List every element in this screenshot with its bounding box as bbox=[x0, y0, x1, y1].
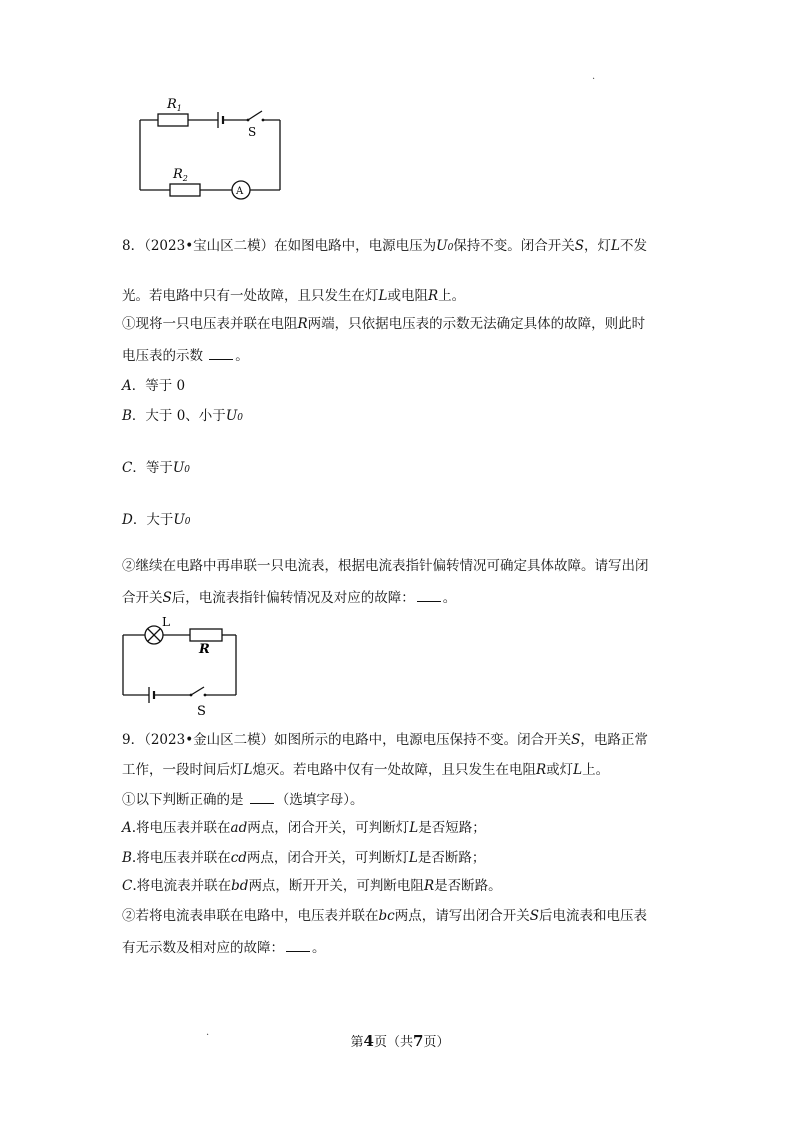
speck-mark: · bbox=[592, 74, 596, 85]
answer-blank[interactable] bbox=[417, 588, 441, 602]
speck-mark: · bbox=[206, 1030, 210, 1041]
answer-blank[interactable] bbox=[209, 346, 233, 360]
q8-part2-line1: ②继续在电路中再串联一只电流表，根据电流表指针偏转情况可确定具体故障。请写出闭 bbox=[122, 558, 649, 574]
q8-option-d: D．大于U0 bbox=[122, 512, 191, 528]
q9-part2-line2: 有无示数及相对应的故障： 。 bbox=[122, 940, 326, 956]
lamp-label-l: L bbox=[162, 615, 170, 629]
switch-label-s: S bbox=[197, 704, 206, 719]
q9-part1: ①以下判断正确的是 （选填字母）。 bbox=[122, 792, 364, 808]
q9-stem-line1: 9．（2023•金山区二模）如图所示的电路中，电源电压保持不变。闭合开关S，电路正常 bbox=[122, 732, 648, 748]
circuit-diagram-2 bbox=[115, 615, 245, 720]
q8-stem-line2: 光。若电路中只有一处故障，且只发生在灯L或电阻R上。 bbox=[122, 288, 466, 304]
q8-part2-line2: 合开关S后，电流表指针偏转情况及对应的故障： 。 bbox=[122, 590, 457, 606]
page-footer: 第4页（共7页） bbox=[350, 1032, 450, 1050]
circuit-diagram-1 bbox=[130, 92, 290, 202]
q8-part1-line1: ①现将一只电压表并联在电阻R两端，只依据电压表的示数无法确定具体的故障，则此时 bbox=[122, 316, 646, 332]
q9-option-a: A.将电压表并联在ad两点，闭合开关，可判断灯L是否短路； bbox=[122, 820, 486, 836]
switch-label-s: S bbox=[248, 125, 257, 139]
q8-option-c: C．等于U0 bbox=[122, 460, 190, 476]
answer-blank[interactable] bbox=[250, 790, 274, 804]
r2-label: $R_2$ bbox=[173, 167, 188, 183]
ammeter-label: A bbox=[236, 186, 244, 197]
q8-option-b: B．大于 0、小于U0 bbox=[122, 408, 243, 424]
resistor-label-r: R bbox=[199, 642, 210, 657]
q9-part2-line1: ②若将电流表串联在电路中，电压表并联在bc两点，请写出闭合开关S后电流表和电压表 bbox=[122, 908, 647, 924]
q9-option-c: C.将电流表并联在bd两点，断开开关，可判断电阻R是否断路。 bbox=[122, 878, 502, 894]
q8-option-a: A．等于 0 bbox=[122, 378, 186, 394]
r1-label: $R_1$ bbox=[167, 97, 182, 113]
q9-stem-line2: 工作，一段时间后灯L熄灭。若电路中仅有一处故障，且只发生在电阻R或灯L上。 bbox=[122, 762, 610, 778]
answer-blank[interactable] bbox=[286, 938, 310, 952]
q9-option-b: B.将电压表并联在cd两点，闭合开关，可判断灯L是否断路； bbox=[122, 850, 486, 866]
q8-stem-line1: 8．（2023•宝山区二模）在如图电路中，电源电压为U0保持不变。闭合开关S，灯L不发 bbox=[122, 238, 648, 254]
q8-part1-line2: 电压表的示数 。 bbox=[122, 348, 249, 364]
